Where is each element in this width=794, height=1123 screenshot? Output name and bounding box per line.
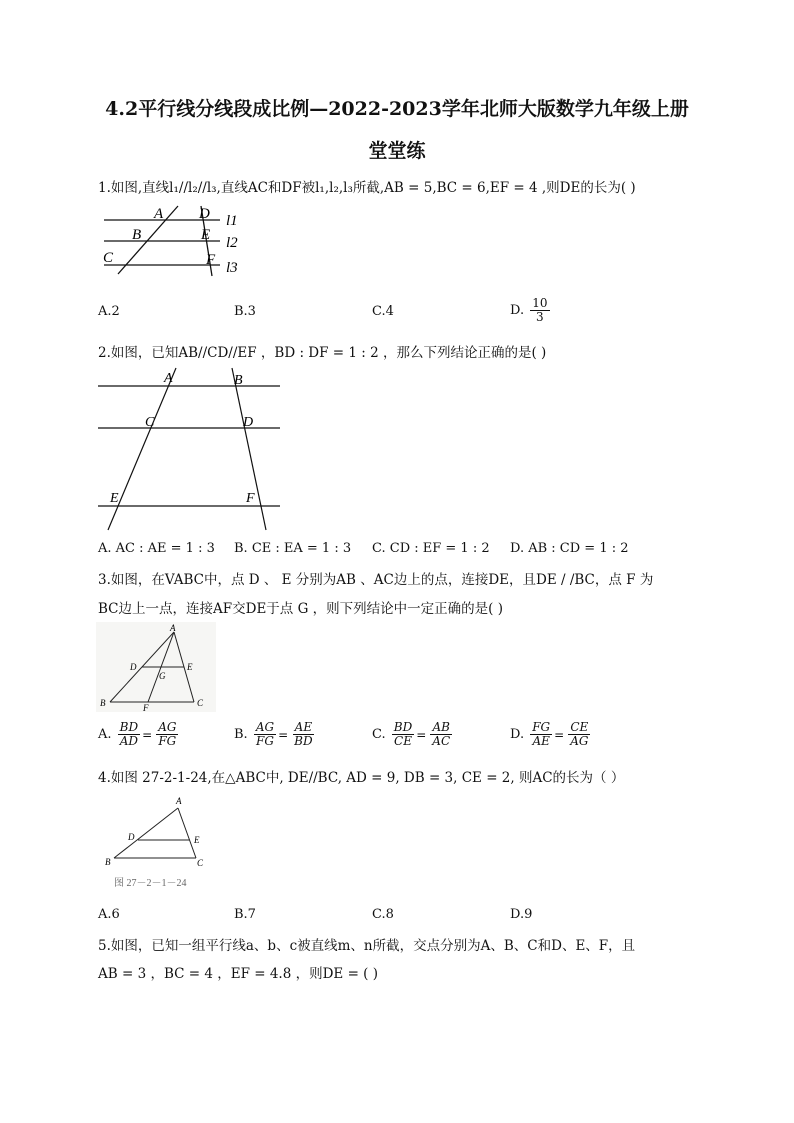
- question-2-figure: [96, 364, 286, 534]
- q4-option-c[interactable]: C.8: [372, 907, 394, 922]
- question-5-line-1: 5.如图，已知一组平行线a、b、c被直线m、n所截，交点分别为A、B、C和D、E、F，且: [98, 938, 636, 954]
- numerator: AB: [432, 720, 450, 734]
- q3-label-c: C: [197, 698, 204, 708]
- equals-sign: =: [142, 727, 153, 742]
- q3-option-d-right-fraction: [568, 721, 590, 748]
- denominator: AE: [532, 734, 550, 748]
- q1-option-d-fraction: [530, 297, 549, 324]
- q1-label-a: A: [154, 206, 164, 222]
- q3-option-b-left-fraction: [254, 721, 276, 748]
- q3-option-d-left-fraction: [530, 721, 552, 748]
- q2-label-f: F: [246, 491, 255, 506]
- q3-option-d-label: D.: [510, 727, 525, 742]
- q3-label-a: A: [170, 623, 176, 633]
- q4-label-d: D: [128, 832, 135, 842]
- page-title: 4.2平行线分线段成比例—2022-2023学年北师大版数学九年级上册: [105, 98, 689, 120]
- q3-option-a-left-fraction: [118, 721, 140, 748]
- numerator: CE: [570, 720, 589, 734]
- q3-label-f: F: [143, 703, 149, 712]
- question-2-text: 2.如图，已知AB//CD//EF ，BD : DF = 1 : 2 ，那么下列结论正确的是( ): [98, 345, 547, 361]
- denominator: FG: [256, 734, 274, 748]
- q1-option-d-label: D.: [510, 303, 525, 318]
- q1-label-f: F: [206, 252, 216, 268]
- question-3-line-2: BC边上一点，连接AF交DE于点 G ，则下列结论中一定正确的是( ): [98, 601, 503, 617]
- numerator: AG: [255, 720, 275, 734]
- q4-option-a[interactable]: A.6: [98, 907, 120, 922]
- q3-option-a[interactable]: [98, 721, 178, 748]
- equals-sign: =: [278, 727, 289, 742]
- question-5-line-2: AB = 3 ，BC = 4 ，EF = 4.8 ，则DE = ( ): [98, 966, 378, 982]
- q4-option-b[interactable]: B.7: [234, 907, 256, 922]
- page-subtitle: 堂堂练: [368, 140, 426, 162]
- numerator: AG: [158, 720, 177, 734]
- equals-sign: =: [416, 727, 427, 742]
- q2-label-d: D: [243, 415, 254, 430]
- q4-label-a: A: [176, 796, 182, 806]
- q2-option-b[interactable]: B. CE : EA = 1 : 3: [234, 541, 352, 556]
- q4-option-d[interactable]: D.9: [510, 907, 533, 922]
- q1-label-c: C: [103, 250, 114, 266]
- q3-option-c-left-fraction: [392, 721, 414, 748]
- q4-label-c: C: [197, 858, 204, 868]
- q2-option-d[interactable]: D. AB : CD = 1 : 2: [510, 541, 629, 556]
- q2-option-a[interactable]: A. AC : AE = 1 : 3: [98, 541, 215, 556]
- q3-option-a-label: A.: [98, 727, 112, 742]
- q4-label-e: E: [194, 835, 200, 845]
- q2-option-c[interactable]: C. CD : EF = 1 : 2: [372, 541, 490, 556]
- denominator: AC: [432, 734, 451, 748]
- q1-option-d[interactable]: [510, 297, 550, 324]
- denominator: BD: [294, 734, 313, 748]
- question-1-figure: [98, 200, 258, 282]
- q3-label-b: B: [100, 698, 106, 708]
- q3-option-d[interactable]: [510, 721, 590, 748]
- q1-label-l1: l1: [226, 213, 238, 229]
- q3-option-c[interactable]: [372, 721, 452, 748]
- question-4-figure: [100, 792, 220, 892]
- q1-option-b[interactable]: B.3: [234, 304, 256, 319]
- numerator: BD: [393, 720, 413, 734]
- q1-option-d-denominator: 3: [536, 310, 544, 324]
- q2-label-a: A: [164, 371, 173, 386]
- q3-label-g: G: [159, 671, 166, 681]
- q2-label-c: C: [145, 415, 155, 430]
- q1-option-d-numerator: 10: [532, 296, 548, 310]
- question-1-text: 1.如图,直线l₁//l₂//l₃,直线AC和DF被l₁,l₂,l₃所截,AB = 5,BC = 6,EF = 4 ,则DE的长为( ): [98, 180, 636, 196]
- q1-label-e: E: [201, 227, 211, 243]
- q4-label-b: B: [105, 857, 111, 867]
- q1-label-l2: l2: [226, 235, 238, 251]
- q2-label-b: B: [234, 373, 243, 388]
- question-3-figure: [96, 622, 216, 712]
- q3-label-d: D: [130, 662, 137, 672]
- q2-label-e: E: [110, 491, 119, 506]
- q3-option-a-right-fraction: [156, 721, 178, 748]
- denominator: FG: [158, 734, 177, 748]
- denominator: AD: [119, 734, 139, 748]
- q1-label-l3: l3: [226, 260, 238, 276]
- numerator: FG: [532, 720, 551, 734]
- numerator: AE: [294, 720, 313, 734]
- q3-option-c-label: C.: [372, 727, 386, 742]
- q1-option-c[interactable]: C.4: [372, 304, 394, 319]
- q3-label-e: E: [187, 662, 193, 672]
- numerator: BD: [119, 720, 139, 734]
- equals-sign: =: [554, 727, 565, 742]
- q1-label-d: D: [199, 206, 210, 222]
- question-3-line-1: 3.如图，在VABC中，点 D 、 E 分别为AB 、AC边上的点，连接DE，且DE / /BC，点 F 为: [98, 572, 654, 588]
- q3-option-b-label: B.: [234, 727, 248, 742]
- denominator: CE: [394, 734, 412, 748]
- q3-option-b-right-fraction: [292, 721, 314, 748]
- q1-option-a[interactable]: A.2: [98, 304, 120, 319]
- q3-option-c-right-fraction: [430, 721, 452, 748]
- q4-figure-caption: 图 27－2－1－24: [114, 878, 187, 889]
- question-4-text: 4.如图 27-2-1-24,在△ABC中, DE//BC, AD = 9, DB = 3, CE = 2, 则AC的长为（ ）: [98, 770, 625, 786]
- q1-label-b: B: [132, 227, 142, 243]
- denominator: AG: [570, 734, 589, 748]
- q3-option-b[interactable]: [234, 721, 315, 748]
